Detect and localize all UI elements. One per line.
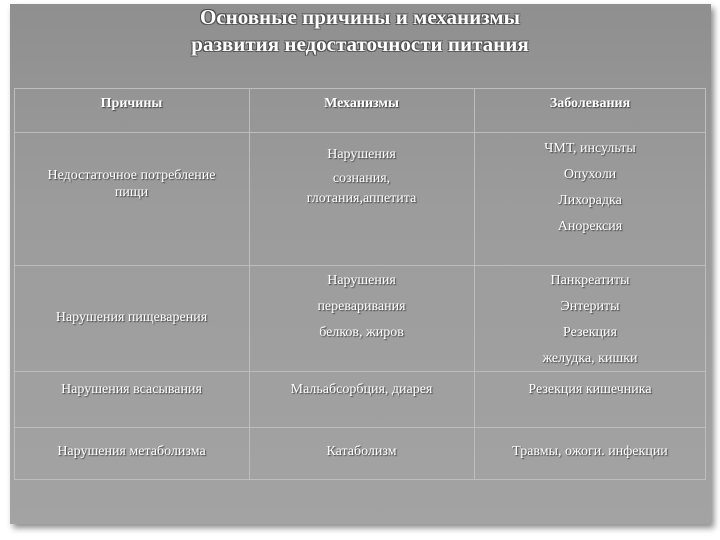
header-label: Заболевания [549, 96, 631, 111]
table-row-1-diseases [474, 136, 706, 240]
header-mechanisms [249, 88, 474, 120]
header-causes [14, 88, 249, 120]
cell-text: Нарушения всасывания [61, 382, 202, 397]
header-label: Механизмы [324, 96, 399, 111]
cell-text: Недостаточное потребление [47, 168, 216, 183]
table-row-1-mechanism [249, 136, 474, 214]
cell-text: Нарушения [327, 273, 396, 288]
cell-text: Опухоли [563, 167, 617, 182]
table-row-3-diseases [474, 372, 706, 408]
table-row-2-diseases [474, 268, 706, 372]
cell-text: сознания, [332, 171, 391, 186]
table-row-3-mechanism [249, 372, 474, 408]
cell-text: Катаболизм [326, 444, 397, 459]
table-row-4-mechanism [249, 434, 474, 470]
cell-text: ЧМТ, инсульты [544, 141, 636, 156]
title-line-1: Основные причины и механизмы [199, 5, 521, 29]
table-row-2-mechanism [249, 268, 474, 346]
cell-text: Анорексия [557, 219, 623, 234]
cell-text: Мальабсорбция, диарея [290, 382, 433, 397]
cell-text: белков, жиров [319, 325, 404, 340]
title-line-2: развития недостаточности питания [191, 32, 529, 56]
cell-text: Резекция [563, 325, 617, 340]
causes-table [14, 88, 706, 480]
cell-text: Нарушения метаболизма [57, 444, 206, 459]
header-divider [14, 132, 706, 133]
slide-title [0, 4, 720, 58]
cell-text: Панкреатиты [550, 273, 630, 288]
cell-text: Нарушения пищеварения [55, 310, 208, 325]
table-row-4-cause [14, 434, 249, 470]
cell-text: переваривания [317, 299, 406, 314]
cell-text: желудка, кишки [542, 351, 638, 366]
cell-text: Лихорадка [558, 193, 622, 208]
cell-text: глотания,аппетита [306, 191, 417, 206]
cell-text: Резекция кишечника [528, 382, 652, 397]
cell-text: пищи [114, 185, 149, 200]
table-row-1-cause [14, 144, 249, 224]
header-label: Причины [100, 96, 163, 111]
table-row-4-diseases [474, 434, 706, 470]
table-border-bottom [14, 479, 706, 480]
cell-text: Травмы, ожоги. инфекции [512, 444, 668, 459]
cell-text: Нарушения [327, 147, 396, 162]
header-diseases [474, 88, 706, 120]
row-divider [14, 427, 706, 428]
table-row-3-cause [14, 372, 249, 408]
cell-text: Энтериты [560, 299, 620, 314]
table-row-2-cause [14, 265, 249, 371]
